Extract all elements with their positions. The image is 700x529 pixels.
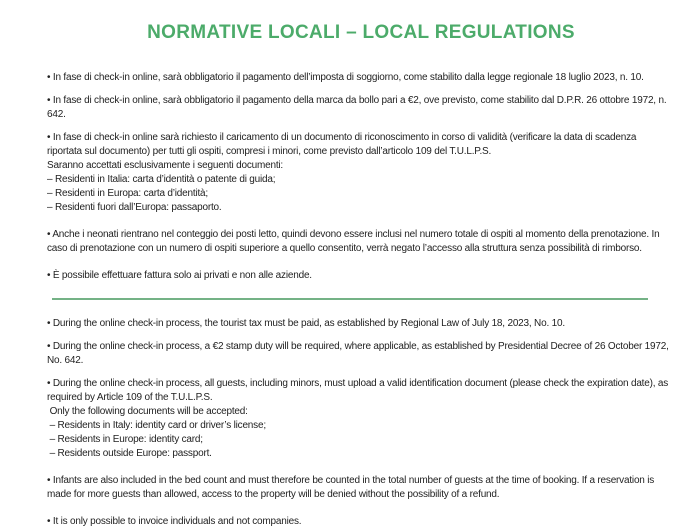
text-line: • During the online check-in process, a €2 stamp duty will be required, where applicable, as established by Presidential Decree of 26 October 1972, No. 642. — [47, 341, 672, 366]
paragraph — [47, 317, 669, 331]
text-line: – Residenti in Europa: carta d’identità; — [47, 188, 208, 199]
text-line: • In fase di check-in online, sarà obbligatorio il pagamento dell’imposta di soggiorno, come stabilito dalla legge regionale 18 luglio 2023, n. 10. — [47, 72, 644, 83]
section-divider — [52, 298, 648, 300]
text-line: • It is only possible to invoice individuals and not companies. — [47, 516, 302, 527]
page-title: NORMATIVE LOCALI – LOCAL REGULATIONS — [147, 22, 575, 43]
text-line: • In fase di check-in online, sarà obbligatorio il pagamento della marca da bollo pari a €2, ove previsto, come stabilito dal D.P.R. 26 ottobre 1972, n. 642. — [47, 95, 669, 120]
text-line: Saranno accettati esclusivamente i seguenti documenti: — [47, 160, 284, 171]
text-line: • Infants are also included in the bed count and must therefore be counted in the total number of guests at the time of booking. If a reservation is made for more guests than allowed, access to the property will be denied without the possibility of a refund. — [47, 475, 657, 500]
text-line: – Residents in Europe: identity card; — [47, 434, 203, 445]
text-line: – Residenti fuori dall’Europa: passaporto. — [47, 202, 222, 213]
text-line: • During the online check-in process, the tourist tax must be paid, as established by Regional Law of July 18, 2023, No. 10. — [47, 318, 565, 329]
paragraph — [47, 474, 669, 502]
text-line: • Anche i neonati rientrano nel conteggio dei posti letto, quindi devono essere inclusi nel numero totale di ospiti al momento della prenotazione. In caso di prenotazione con un numero di ospiti superiore a quello consentito, verrà negato l’accesso alla struttura senza possibilità di rimborso. — [47, 229, 663, 254]
paragraph — [47, 131, 669, 215]
italian-section — [47, 71, 675, 283]
paragraph — [47, 515, 669, 529]
paragraph — [47, 228, 669, 256]
text-line: – Residenti in Italia: carta d’identità o patente di guida; — [47, 174, 276, 185]
english-section — [47, 317, 675, 529]
text-line: • In fase di check-in online sarà richiesto il caricamento di un documento di riconoscimento in corso di validità (verificare la data di scadenza riportata sul documento) per tutti gli ospiti, compresi i minori, come previsto dall’articolo 109 del T.U.L.P.S. — [47, 132, 639, 157]
paragraph — [47, 340, 672, 368]
paragraph — [47, 71, 669, 85]
text-line: • During the online check-in process, all guests, including minors, must upload a valid identification document (please check the expiration date), as required by Article 109 of the T.U.L.P.S. — [47, 378, 671, 403]
paragraph — [47, 94, 669, 122]
text-line: Only the following documents will be accepted: — [47, 406, 248, 417]
paragraph — [47, 269, 669, 283]
paragraph — [47, 377, 669, 461]
text-line: – Residents in Italy: identity card or driver’s license; — [47, 420, 266, 431]
text-line: • È possibile effettuare fattura solo ai privati e non alle aziende. — [47, 270, 312, 281]
text-line: – Residents outside Europe: passport. — [47, 448, 212, 459]
